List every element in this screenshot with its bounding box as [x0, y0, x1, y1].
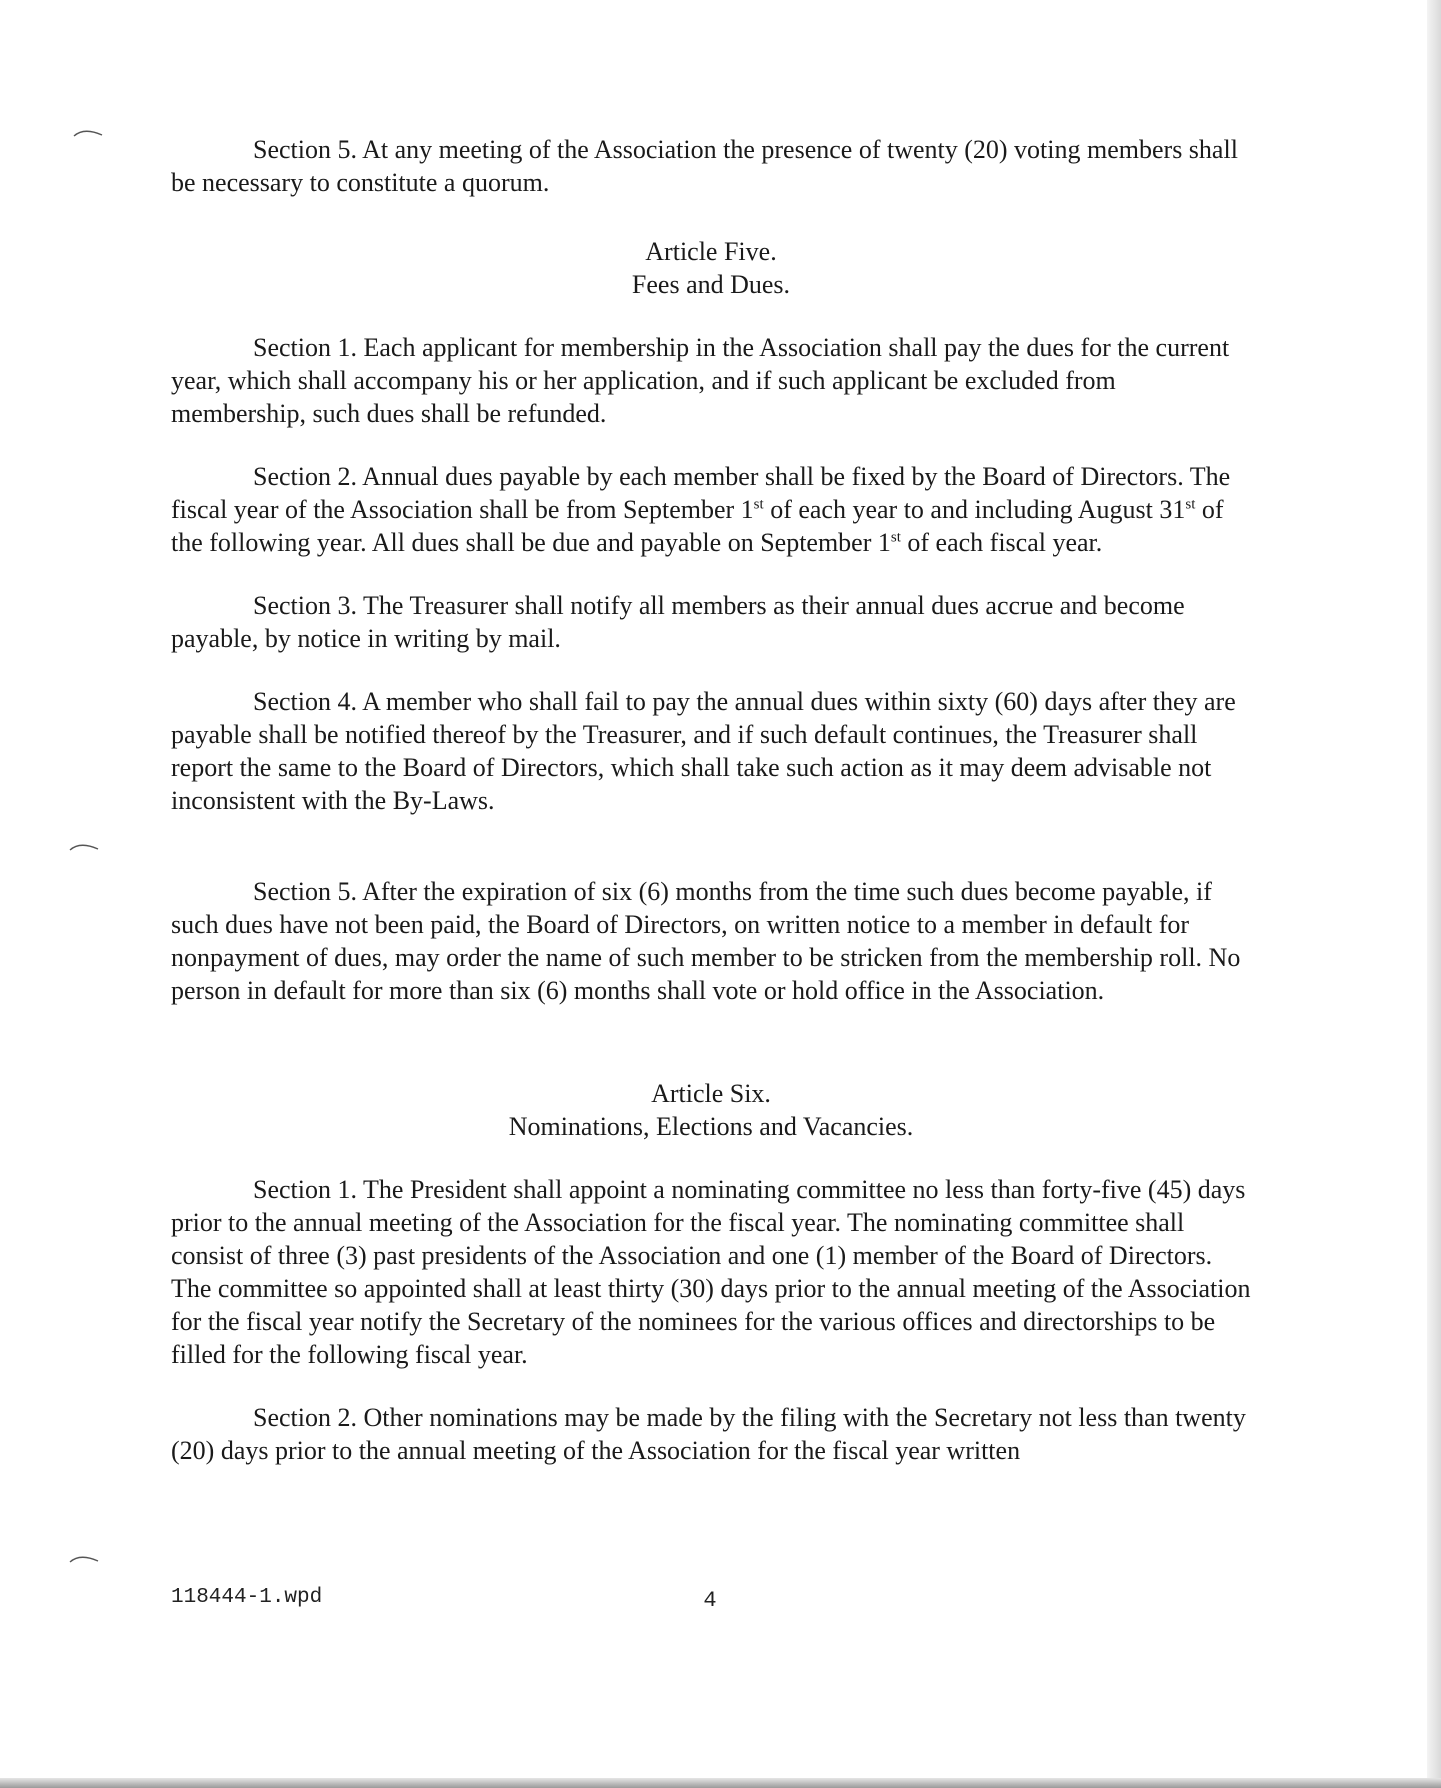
- article6-section2-paragraph: [171, 1401, 1251, 1467]
- section-text: Annual dues payable by each member shall be fixed by the Board of Directors. The fiscal year of the Association shall be from September 1: [171, 462, 1231, 524]
- ordinal-suffix: st: [1185, 496, 1196, 513]
- section-label: Section 1.: [253, 1175, 357, 1204]
- article5-section2-paragraph: [171, 460, 1251, 559]
- article5-section4-paragraph: [171, 685, 1251, 817]
- spacer: [171, 847, 1251, 875]
- section-label: Section 5.: [253, 135, 357, 164]
- section-label: Section 4.: [253, 687, 357, 716]
- article4-section5-paragraph: [171, 133, 1251, 199]
- scan-right-edge: [1427, 0, 1441, 1788]
- section-text: Each applicant for membership in the Association shall pay the dues for the current year, which shall accompany his or her application, and if such applicant be excluded from membership, such dues shall be refunded.: [171, 333, 1230, 428]
- footer-page-number: 4: [703, 1588, 717, 1613]
- section-text: At any meeting of the Association the presence of twenty (20) voting members shall be necessary to constitute a quorum.: [171, 135, 1238, 197]
- article5-section3-paragraph: [171, 589, 1251, 655]
- article5-section5-paragraph: [171, 875, 1251, 1007]
- section-text: of each fiscal year.: [907, 528, 1103, 557]
- article6-section1-paragraph: [171, 1173, 1251, 1371]
- article-title: Article Five.: [645, 237, 777, 266]
- section-label: Section 1.: [253, 333, 357, 362]
- article-subtitle: Fees and Dues.: [631, 270, 791, 299]
- section-label: Section 3.: [253, 591, 357, 620]
- section-text: Other nominations may be made by the filing with the Secretary not less than twenty (20) days prior to the annual meeting of the Association for the fiscal year written: [171, 1403, 1246, 1465]
- scan-bottom-edge: [0, 1778, 1441, 1788]
- section-text: A member who shall fail to pay the annual dues within sixty (60) days after they are payable shall be notified thereof by the Treasurer, and if such default continues, the Treasurer shall report the same to the Board of Directors, which shall take such action as it may deem advisable not inconsistent with the By-Laws.: [171, 687, 1236, 815]
- ordinal-suffix: st: [890, 529, 901, 546]
- section-text: After the expiration of six (6) months from the time such dues become payable, if such dues have not been paid, the Board of Directors, on written notice to a member in default for nonpayment of dues, may order the name of such member to be stricken from the membership roll. No person in default for more than six (6) months shall vote or hold office in the Association.: [171, 877, 1241, 1005]
- article5-section1-paragraph: [171, 331, 1251, 430]
- section-text: The Treasurer shall notify all members as their annual dues accrue and become payable, by notice in writing by mail.: [171, 591, 1185, 653]
- section-label: Section 2.: [253, 1403, 357, 1432]
- section-text: of each year to and including August 31: [770, 495, 1186, 524]
- punch-mark-middle: [68, 842, 102, 852]
- section-text: The President shall appoint a nominating committee no less than forty-five (45) days prior to the annual meeting of the Association for the fiscal year. The nominating committee shall consist of three (3) past presidents of the Association and one (1) member of the Board of Directors. The committee so appointed shall at least thirty (30) days prior to the annual meeting of the Association for the fiscal year notify the Secretary of the nominees for the various offices and directorships to be filled for the following fiscal year.: [171, 1175, 1251, 1369]
- section-text: of the following year. All dues shall be due and payable on September 1: [171, 495, 1224, 557]
- document-body: [171, 133, 1251, 1497]
- footer-file-name: 118444-1.wpd: [171, 1586, 323, 1609]
- punch-mark-top: [72, 128, 106, 138]
- ordinal-suffix: st: [753, 496, 764, 513]
- article-subtitle: Nominations, Elections and Vacancies.: [508, 1112, 914, 1141]
- section-label: Section 2.: [253, 462, 357, 491]
- article-title: Article Six.: [651, 1079, 771, 1108]
- section-label: Section 5.: [253, 877, 357, 906]
- article-six-heading: [171, 1077, 1251, 1143]
- punch-mark-bottom: [68, 1554, 102, 1564]
- article-five-heading: [171, 235, 1251, 301]
